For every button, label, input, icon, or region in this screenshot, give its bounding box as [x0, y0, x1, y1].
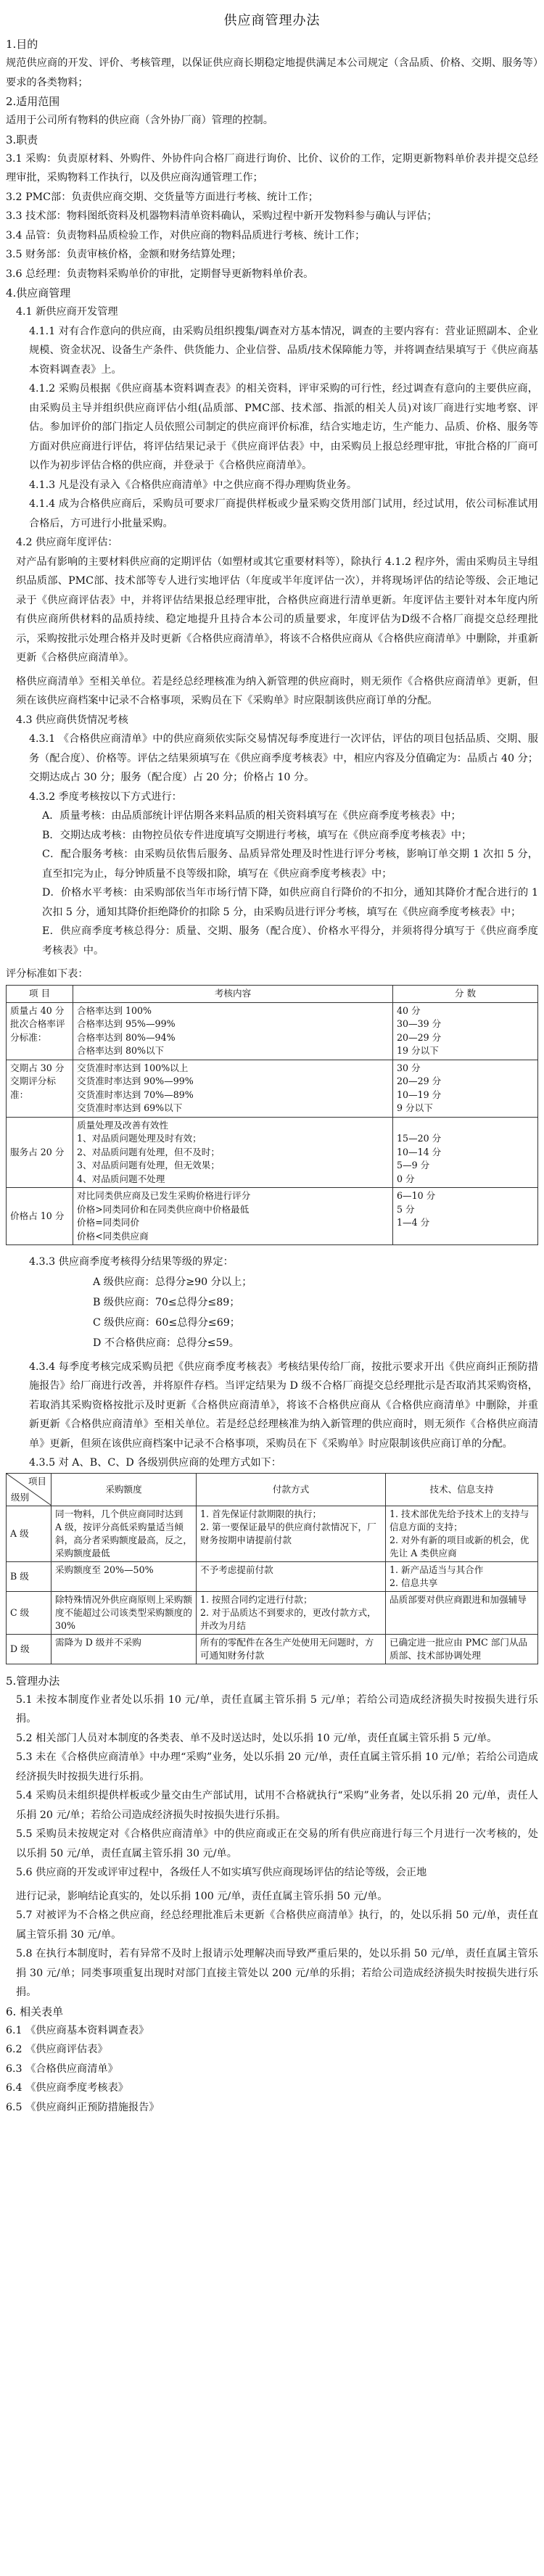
- row-content: [73, 1060, 393, 1117]
- corner-label-item: 项目: [28, 1475, 46, 1487]
- section-4-2-heading: 4.2 供应商年度评估：: [16, 537, 118, 548]
- duty-quality: 3.4 品管：负责物料品质检验工作，对供应商的物料品质进行考核、统计工作；: [6, 229, 366, 242]
- payment-cell: 不予考虑提前付款: [197, 1561, 386, 1591]
- row-item: [7, 1188, 73, 1245]
- content-line: 1、对品质问题处理及时有效；: [77, 1133, 202, 1144]
- score-line: 19 分以下: [397, 1045, 439, 1056]
- quota-cell: 采购额度至 20%—50%: [51, 1561, 197, 1591]
- table-row: [7, 1506, 538, 1561]
- row-content: [73, 1117, 393, 1188]
- rule-5-8: 5.8 在执行本制度时，若有异常不及时上报请示处理解决而导致严重后果的，处以乐捐 50 元/单，责任直属主管乐捐 30 元/单；同类事项重复出现时对部门直接主管处以 200 元/单的乐捐；若给公司造成经济损失时按损失进行乐捐。: [16, 1948, 538, 1998]
- score-line: 0 分: [397, 1173, 415, 1184]
- grade-c: C 级供应商：60≤总得分≤69；: [93, 1316, 240, 1329]
- clause-4-3-2: 4.3.2 季度考核按以下方式进行：: [29, 790, 182, 803]
- clause-4-3-2-c: C．配合服务考核：由采购员依售后服务、品质异常处理及时性进行评分考核，影响订单交期 1 次扣 5 分，直至扣完为止，每分钟质量不良等级扣除，填写在《供应商季度考核表》中；: [42, 849, 538, 880]
- form-item: 6.5 《供应商纠正预防措施报告》: [6, 2101, 160, 2113]
- form-item: 6.1 《供应商基本资料调查表》: [6, 2024, 149, 2036]
- corner-label-level: 级别: [11, 1491, 30, 1503]
- clause-4-3-1: 4.3.1 《合格供应商清单》中的供应商须依实际交易情况每季度进行一次评估，评估的项目包括品质、交期、服务（配合度）、价格等。评估之结果须填写在《供应商季度考核表》中，相应内容及分值确定为：品质占 40 分；交期达成占 30 分；服务（配合度）占 20 分；价格占 10 分。: [29, 733, 538, 783]
- document-title: 供应商管理办法: [223, 13, 321, 28]
- column-header: 采购额度: [51, 1473, 197, 1506]
- rule-5-6: 5.6 供应商的开发或评审过程中，各级任人不如实填写供应商现场评估的结论等级，会正地: [16, 1867, 427, 1878]
- column-header: 付款方式: [197, 1473, 386, 1506]
- quota-cell: 同一物料，几个供应商同时达到 A 级，按评分高低采购量适当倾斜，高分者采购额度最高，反之，采购额度最低: [51, 1506, 197, 1561]
- duty-pmc: 3.2 PMC部：负责供应商交期、交货量等方面进行考核、统计工作；: [6, 191, 318, 203]
- duty-finance: 3.5 财务部：负责审核价格，金额和财务结算处理；: [6, 249, 242, 260]
- score-line: 5—9 分: [397, 1160, 430, 1171]
- rule-5-3: 5.3 未在《合格供应商清单》中办理“采购”业务，处以乐捐 20 元/单，责任直属主管乐捐 10 元/单；若给公司造成经济损失时按损失进行乐捐。: [16, 1751, 538, 1783]
- clause-4-3-2-e: E．供应商季度考核总得分：质量、交期、服务（配合度）、价格水平得分，并须将得分填写于《供应商季度考核表》中。: [42, 925, 538, 957]
- quota-cell: 除特殊情况外供应商原则上采购额度不能超过公司该类型采购额度的 30%: [51, 1591, 197, 1634]
- level-cell: B 级: [7, 1561, 51, 1591]
- level-cell: D 级: [7, 1634, 51, 1664]
- rule-5-7: 5.7 对被评为不合格之供应商，经总经理批准后未更新《合格供应商清单》执行，的，处以乐捐 50 元/单，责任直属主管乐捐 30 元/单。: [16, 1910, 538, 1941]
- grade-a: A 级供应商：总得分≥90 分以上；: [93, 1276, 252, 1288]
- document: [6, 0, 538, 2576]
- row-score: [393, 1002, 538, 1060]
- score-line: 30—39 分: [397, 1018, 442, 1029]
- form-item: 6.2 《供应商评估表》: [6, 2044, 108, 2055]
- item-line: 质量占 40 分: [10, 1004, 65, 1016]
- payment-cell: 所有的零配件在各生产处使用无问题时，方可通知财务付款: [197, 1634, 386, 1664]
- support-cell: 1. 技术部优先给予技术上的支持与信息方面的支持； 2. 对外有新的项目或新的机会，优先让 A 类供应商: [386, 1506, 538, 1561]
- clause-4-1-1: 4.1.1 对有合作意向的供应商，由采购员组织搜集/调查对方基本情况，调查的主要内容有：营业证照副本、企业规模、资金状况、设备生产条件、供货能力、企业信誉、品质/技术保障能力等，并将调查结果填写于《供应商基本资料调查表》上。: [29, 325, 538, 376]
- clause-4-3-3: 4.3.3 供应商季度考核得分结果等级的界定：: [29, 1256, 234, 1268]
- item-line: 交期占 30 分: [10, 1062, 65, 1073]
- section-4-1-heading: 4.1 新供应商开发管理: [16, 306, 118, 318]
- score-line: 5 分: [397, 1203, 415, 1215]
- section-2-heading: 2.适用范围: [6, 95, 60, 108]
- table-header-row: [7, 1473, 538, 1506]
- content-line: 交货准时率达到 70%—89%: [77, 1089, 194, 1100]
- form-item: 6.3 《合格供应商清单》: [6, 2063, 118, 2075]
- content-line: 价格<同类供应商: [77, 1230, 149, 1242]
- payment-cell: 1. 按照合同约定进行付款； 2. 对于品质达不到要求的，更改付款方式，并改为月结: [197, 1591, 386, 1634]
- content-line: 对比同类供应商及已发生采购价格进行评分: [77, 1190, 251, 1201]
- content-line: 3、对品质问题有处理，但无效果；: [77, 1160, 220, 1171]
- column-header: 项 目: [7, 986, 73, 1003]
- grade-b: B 级供应商：70≤总得分≤89；: [93, 1296, 240, 1308]
- row-content: [73, 1002, 393, 1060]
- score-line: 40 分: [397, 1004, 421, 1016]
- duty-purchasing: 3.1 采购：负责原材料、外购件、外协件向合格厂商进行询价、比价、议价的工作，定期更新物料单价表并提交总经理审批，采购物料工作执行，以及供应商沟通管理工作；: [6, 152, 538, 183]
- item-line: 服务占 20 分: [10, 1146, 65, 1157]
- content-line: 2、对品质问题有处理，但不及时；: [77, 1146, 220, 1157]
- score-line: 9 分以下: [397, 1102, 433, 1113]
- score-line: 10—19 分: [397, 1089, 442, 1100]
- content-line: 4、对品质问题不处理: [77, 1173, 165, 1184]
- table-row: [7, 1060, 538, 1117]
- score-line: 30 分: [397, 1062, 421, 1073]
- clause-4-1-2: 4.1.2 采购员根据《供应商基本资料调查表》的相关资料，评审采购的可行性，经过调查有意向的主要供应商，由采购员主导并组织供应商评估小组(品质部、PMC部、技术部、指派的相关人员)对该厂商进行实地考察、评估。参加评价的部门指定人员依照公司制定的供应商评价标准，结合实地走访，生产能力、品质、价格、服务等方面对供应商进行评估，将评估结果记录于《供应商评估表》中，由采购员上报总经理审批，审批合格的厂商可以作为初步评估合格的供应商，并登录于《合格供应商清单》。: [29, 383, 538, 471]
- table-row: [7, 1591, 538, 1634]
- content-line: 合格率达到 80%以下: [77, 1045, 165, 1056]
- clause-4-1-4: 4.1.4 成为合格供应商后，采购员可要求厂商提供样板或少量采购交货用部门试用，经过试用，依公司标准试用合格后，方可进行小批量采购。: [29, 498, 538, 529]
- table-row: [7, 1561, 538, 1591]
- score-line: [397, 1119, 534, 1133]
- section-1-heading: 1.目的: [6, 38, 38, 51]
- rule-5-5: 5.5 采购员未按规定对《合格供应商清单》中的供应商或正在交易的所有供应商进行每三个月进行一次考核的，处以乐捐 50 元/单，责任直属主管乐捐 30 元/单。: [16, 1828, 538, 1859]
- support-cell: 1. 新产品适当与其合作 2. 信息共享: [386, 1561, 538, 1591]
- row-content: [73, 1188, 393, 1245]
- score-line: 15—20 分: [397, 1133, 442, 1144]
- table-row: [7, 1002, 538, 1060]
- duty-technical: 3.3 技术部：物料图纸资料及机器物料清单资料确认，采购过程中新开发物料参与确认与评估；: [6, 210, 437, 222]
- clause-4-3-2-b: B．交期达成考核：由物控员依专件进度填写交期进行考核，填写在《供应商季度考核表》中；: [42, 829, 472, 841]
- row-item: [7, 1060, 73, 1117]
- score-line: 20—29 分: [397, 1076, 442, 1086]
- item-line: 价格占 10 分: [10, 1210, 65, 1221]
- support-cell: 品质部要对供应商跟进和加强辅导: [386, 1591, 538, 1634]
- clause-4-3-5: 4.3.5 对 A、B、C、D 各级别供应商的处理方式如下：: [29, 1457, 281, 1469]
- score-line: 1—4 分: [397, 1217, 430, 1228]
- clause-4-2-continued: 格供应商清单》至相关单位。若是经总经理核准为纳入新管理的供应商时，则无须作《合格供应商清单》更新，但须在该供应商档案中记录不合格事项，采购员在下《采购单》时应限制该供应商订单的分配。: [16, 675, 538, 706]
- supplier-level-table: [6, 1473, 538, 1664]
- level-cell: A 级: [7, 1506, 51, 1561]
- content-line: 合格率达到 80%—94%: [77, 1031, 176, 1043]
- item-line: 交期评分标准：: [10, 1076, 56, 1100]
- support-cell: 已确定进一批应由 PMC 部门从品质部、技术部协调处理: [386, 1634, 538, 1664]
- clause-4-1-3: 4.1.3 凡是没有录入《合格供应商清单》中之供应商不得办理购货业务。: [29, 479, 358, 491]
- row-score: [393, 1060, 538, 1117]
- clause-4-3-2-a: A．质量考核：由品质部统计评估期各来料品质的相关资料填写在《供应商季度考核表》中；: [42, 810, 461, 822]
- payment-cell: 1. 首先保证付款期限的执行； 2. 第一要保证最早的供应商付款情况下，厂财务按期申请提前付款: [197, 1506, 386, 1561]
- section-4-heading: 4.供应商管理: [6, 286, 71, 300]
- content-line: 质量处理及改善有效性: [77, 1119, 168, 1131]
- section-4-3-heading: 4.3 供应商供货情况考核: [16, 714, 128, 726]
- rule-5-6-continued: 进行记录，影响结论真实的，处以乐捐 100 元/单，责任直属主管乐捐 50 元/单。: [16, 1890, 388, 1902]
- section-6-heading: 6. 相关表单: [6, 2005, 64, 2018]
- score-line: 20—29 分: [397, 1031, 442, 1043]
- column-header: 分 数: [393, 986, 538, 1003]
- duty-gm: 3.6 总经理：负责物料采购单价的审批，定期督导更新物料单价表。: [6, 268, 314, 280]
- section-3-heading: 3.职责: [6, 133, 38, 146]
- clause-4-3-2-d: D．价格水平考核：由采购部依当年市场行情下降，如供应商自行降价的不扣分，通知其降价才配合进行的 1 次扣 5 分，通知其降价拒绝降价的扣除 5 分，由采购员进行评分考核，填写在《供应商季度考核表》中；: [42, 887, 538, 918]
- row-score: [393, 1188, 538, 1245]
- section-1-text: 规范供应商的开发、评价、考核管理，以保证供应商长期稳定地提供满足本公司规定（含品质、价格、交期、服务等）要求的各类物料；: [6, 57, 538, 88]
- scoring-criteria-table: [6, 985, 538, 1245]
- content-line: 价格=同类同价: [77, 1217, 140, 1228]
- item-line: 批次合格率评分标准：: [10, 1018, 65, 1043]
- rule-5-1: 5.1 未按本制度作业者处以乐捐 10 元/单，责任直属主管乐捐 5 元/单；若给公司造成经济损失时按损失进行乐捐。: [16, 1693, 538, 1725]
- score-line: 6—10 分: [397, 1190, 436, 1201]
- content-line: 价格>同类同价和在同类供应商中价格最低: [77, 1203, 250, 1215]
- column-header: 技术、信息支持: [386, 1473, 538, 1506]
- content-line: 交货准时率达到 90%—99%: [77, 1076, 194, 1086]
- column-header: 考核内容: [73, 986, 393, 1003]
- row-score: [393, 1117, 538, 1188]
- table-row: [7, 1634, 538, 1664]
- content-line: 交货准时率达到 69%以下: [77, 1102, 183, 1113]
- diagonal-corner-cell: [7, 1473, 51, 1506]
- score-line: 10—14 分: [397, 1146, 442, 1157]
- criteria-caption: 评分标准如下表：: [6, 968, 88, 980]
- form-item: 6.4 《供应商季度考核表》: [6, 2082, 128, 2094]
- rule-5-2: 5.2 相关部门人员对本制度的各类表、单不及时送达时，处以乐捐 10 元/单，责任直属主管乐捐 5 元/单。: [16, 1732, 498, 1744]
- row-item: [7, 1002, 73, 1060]
- row-item: [7, 1117, 73, 1188]
- clause-4-2-body: 对产品有影响的主要材料供应商的定期评估（如塑材或其它重要材料等），除执行 4.1.2 程序外，需由采购员主导组织品质部、PMC部、技术部等专人进行实地评估（年度或半年度评估一次），并将现场评估的结论等级、会正地记录于《供应商评估表》中，并将评估结果报总经理审批，合格供应商进行清单更新。年度评估主要针对本年度内所有供应商所供材料的品质持续、稳定地提升且持合本公司的质量要求，年度评估为D级不合格厂商提交总经理批示，采购按批示处理合格并及时更新《合格供应商清单》，将该不合格供应商从《合格供应商清单》中删除，并重新更新《合格供应商清单》。: [16, 556, 538, 664]
- content-line: 交货准时率达到 100%以上: [77, 1062, 189, 1073]
- table-row: [7, 1117, 538, 1188]
- grade-d: D 不合格供应商：总得分≤59。: [93, 1337, 239, 1349]
- section-2-text: 适用于公司所有物料的供应商（含外协厂商）管理的控制。: [6, 115, 273, 126]
- level-cell: C 级: [7, 1591, 51, 1634]
- table-header-row: [7, 986, 538, 1003]
- content-line: 合格率达到 100%: [77, 1004, 152, 1016]
- quota-cell: 需降为 D 级并不采购: [51, 1634, 197, 1664]
- clause-4-3-4: 4.3.4 每季度考核完成采购员把《供应商季度考核表》考核结果传给厂商，按批示要求开出《供应商纠正预防措施报告》给厂商进行改善，并将原件存档。当评定结果为 D 级不合格厂商提交总经理批示是否取消其采购资格，若取消其采购资格按批示及时更新《合格供应商清单》，将该不合格供应商从《合格供应商清单》中删除，并重新更新《合格供应商清单》至相关单位。若是经总经理核准为纳入新管理的供应商时，则无须作《合格供应商清单》更新，但须在该供应商档案中记录不合格事项，采购员在下《采购单》时应限制该供应商订单的分配。: [29, 1361, 538, 1450]
- section-5-heading: 5.管理办法: [6, 1674, 60, 1688]
- content-line: 合格率达到 95%—99%: [77, 1018, 176, 1029]
- table-row: [7, 1188, 538, 1245]
- rule-5-4: 5.4 采购员未组织提供样板或少量交由生产部试用，试用不合格就执行“采购”业务者，处以乐捐 20 元/单，责任人乐捐 20 元/单；若给公司造成经济损失时按损失进行乐捐。: [16, 1790, 538, 1821]
